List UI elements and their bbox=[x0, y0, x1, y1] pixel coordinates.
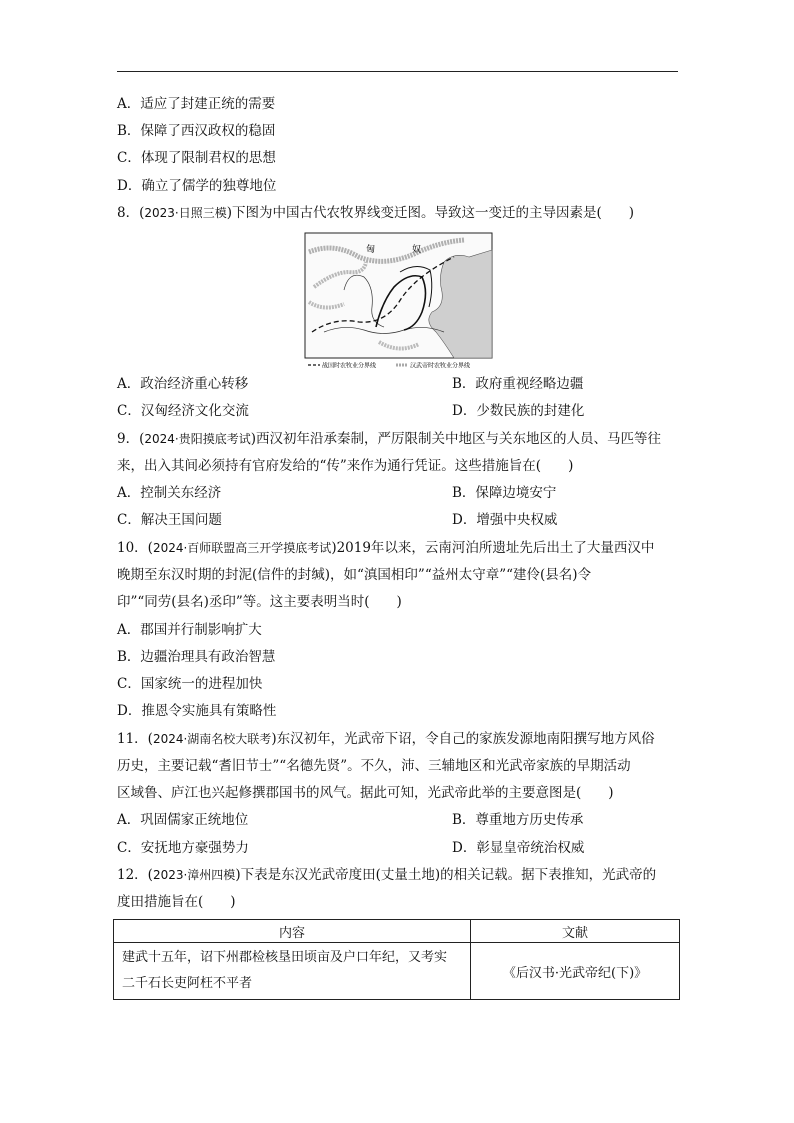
q11-options-row2 bbox=[117, 838, 585, 858]
q9-option-a: A．控制关东经济 bbox=[117, 485, 222, 501]
q11-stem-line3: 区域鲁、庐江也兴起修撰郡国书的风气。据此可知，光武帝此举的主要意图是( ) bbox=[117, 785, 614, 801]
table-cell-content: 建武十五年，诏下州郡检核垦田顷亩及户口年纪，又考实 二千石长吏阿枉不平者 bbox=[114, 943, 471, 1000]
q10-stem-line1: 10．(2024·百师联盟高三开学摸底考试)2019年以来，云南河泊所遗址先后出土了大量西汉中 bbox=[117, 540, 655, 556]
q12-stem-line1: 12．(2023·漳州四模)下表是东汉光武帝度田(丈量土地)的相关记载。据下表推知，光武帝的 bbox=[117, 867, 657, 883]
map-label-nu: 奴 bbox=[412, 245, 422, 255]
q9-stem-line2: 来，出入其间必须持有官府发给的“传”来作为通行凭证。这些措施旨在( ) bbox=[117, 458, 574, 474]
q7-option-c: C．体现了限制君权的思想 bbox=[117, 150, 276, 166]
q11-stem-line1: 11．(2024·湖南名校大联考)东汉初年，光武帝下诏，令自己的家族发源地南阳撰写地方风俗 bbox=[117, 731, 655, 747]
q12-table bbox=[113, 919, 680, 1000]
q8-option-a: A．政治经济重心转移 bbox=[117, 376, 249, 392]
q10-option-b: B．边疆治理具有政治智慧 bbox=[117, 649, 276, 665]
q11-source: 2024·湖南名校大联考 bbox=[152, 732, 272, 746]
q10-stem-line3: 印”“同劳(县名)丞印”等。这主要表明当时( ) bbox=[117, 594, 402, 610]
q9-option-d: D．增强中央权威 bbox=[452, 512, 558, 528]
q11-option-c: C．安抚地方豪强势力 bbox=[117, 840, 249, 856]
q7-option-d: D．确立了儒学的独尊地位 bbox=[117, 178, 277, 194]
header-rule bbox=[117, 71, 678, 72]
q11-option-d: D．彰显皇帝统治权威 bbox=[452, 840, 585, 856]
q11-option-b: B．尊重地方历史传承 bbox=[452, 812, 584, 828]
q12-source: 2023·漳州四模 bbox=[152, 868, 236, 882]
q12-stem-line2: 度田措施旨在( ) bbox=[117, 894, 236, 910]
q9-stem-line1: 9．(2024·贵阳摸底考试)西汉初年沿承秦制，严厉限制关中地区与关东地区的人员、马匹等往 bbox=[117, 431, 661, 447]
map-legend-2: 汉武帝时农牧业分界线 bbox=[410, 362, 471, 370]
q10-option-c: C．国家统一的进程加快 bbox=[117, 676, 263, 692]
q8-map bbox=[304, 232, 494, 372]
table-header-content: 内容 bbox=[114, 920, 471, 943]
q8-option-b: B．政府重视经略边疆 bbox=[452, 376, 584, 392]
q10-stem-line2: 晚期至东汉时期的封泥(信件的封缄)，如“滇国相印”“益州太守章”“建伶(县名)令 bbox=[117, 567, 592, 583]
q8-options-row2 bbox=[117, 401, 585, 421]
q9-option-b: B．保障边境安宁 bbox=[452, 485, 557, 501]
q11-option-a: A．巩固儒家正统地位 bbox=[117, 812, 249, 828]
q10-source: 2024·百师联盟高三开学摸底考试 bbox=[152, 541, 332, 555]
q8-option-c: C．汉匈经济文化交流 bbox=[117, 403, 249, 419]
q8-source: 2023·日照三模 bbox=[144, 206, 227, 220]
q11-options-row1 bbox=[117, 810, 584, 830]
map-label-xiong: 匈 bbox=[366, 245, 376, 255]
q7-option-a: A．适应了封建正统的需要 bbox=[117, 96, 276, 112]
q9-option-c: C．解决王国问题 bbox=[117, 512, 222, 528]
table-header-reference: 文献 bbox=[471, 920, 680, 943]
q10-option-d: D．推恩令实施具有策略性 bbox=[117, 703, 277, 719]
q8-option-d: D．少数民族的封建化 bbox=[452, 403, 585, 419]
table-cell-reference: 《后汉书·光武帝纪(下)》 bbox=[471, 943, 680, 1000]
q9-source: 2024·贵阳摸底考试 bbox=[144, 432, 251, 446]
q7-option-b: B．保障了西汉政权的稳固 bbox=[117, 123, 276, 139]
map-legend-1: 战国时农牧业分界线 bbox=[322, 362, 377, 370]
q9-options-row1 bbox=[117, 483, 557, 503]
q11-stem-line2: 历史，主要记载“耆旧节士”“名德先贤”。不久，沛、三辅地区和光武帝家族的早期活动 bbox=[117, 758, 631, 774]
q10-option-a: A．郡国并行制影响扩大 bbox=[117, 622, 262, 638]
q9-options-row2 bbox=[117, 510, 558, 530]
q8-options-row1 bbox=[117, 374, 584, 394]
q8-stem: 8．(2023·日照三模)下图为中国古代农牧界线变迁图。导致这一变迁的主导因素是( ) bbox=[117, 205, 635, 221]
